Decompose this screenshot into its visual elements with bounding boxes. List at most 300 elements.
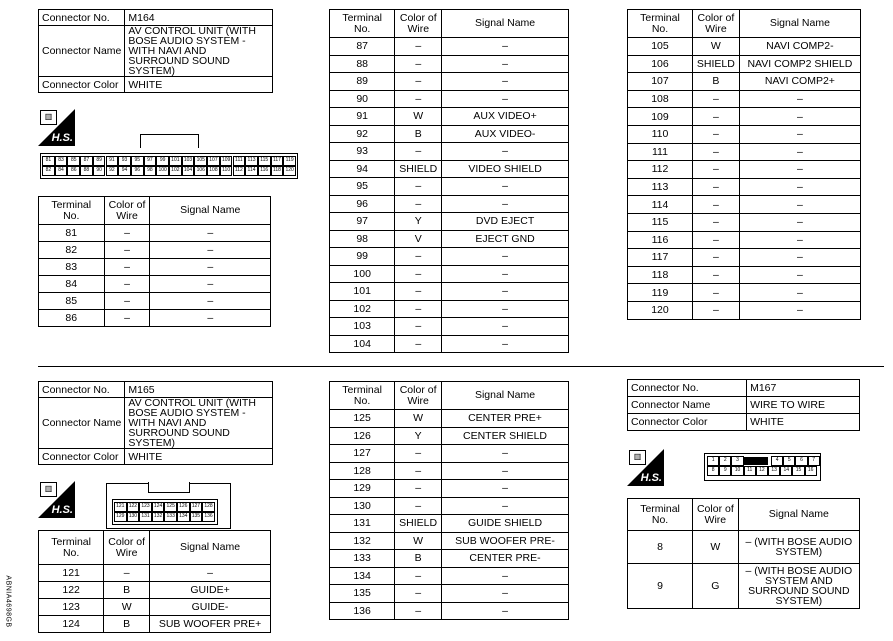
wire-color-cell: –: [395, 335, 442, 353]
signal-cell: AUX VIDEO-: [442, 125, 569, 143]
terminal-cell: 102: [330, 300, 395, 318]
table-row: [628, 108, 861, 126]
connector-pin: 116: [258, 166, 271, 176]
signal-cell: –: [442, 585, 569, 603]
header-terminal-no: Terminal No.: [39, 531, 104, 565]
signal-cell: GUIDE+: [150, 582, 271, 599]
connector-pin: 129: [114, 512, 127, 522]
terminal-cell: 125: [330, 410, 395, 428]
terminal-cell: 93: [330, 143, 395, 161]
table-row: [330, 143, 569, 161]
signal-cell: –: [442, 445, 569, 463]
terminal-cell: 135: [330, 585, 395, 603]
wire-color-cell: –: [692, 125, 739, 143]
signal-cell: –: [442, 497, 569, 515]
terminal-cell: 9: [628, 564, 693, 609]
terminal-cell: 86: [39, 310, 105, 327]
table-row: [330, 90, 569, 108]
connector-key: [140, 134, 199, 148]
connector-no-value: M167: [747, 380, 860, 397]
signal-cell: –: [442, 300, 569, 318]
connector-pin: 13: [768, 466, 780, 476]
harness-side-icon: ▥ H.S.: [38, 109, 75, 146]
wire-color-cell: W: [395, 108, 442, 126]
signal-cell: GUIDE-: [150, 599, 271, 616]
connector-pin: 4: [771, 456, 783, 466]
table-row: [39, 225, 271, 242]
table-row: [330, 585, 569, 603]
connector-pin: 6: [795, 456, 807, 466]
signal-cell: –: [739, 213, 860, 231]
connector-pin: 121: [114, 502, 127, 512]
signal-cell: GUIDE SHIELD: [442, 515, 569, 533]
connector-pin: 14: [780, 466, 792, 476]
terminal-cell: 97: [330, 213, 395, 231]
connector-pin: 5: [783, 456, 795, 466]
wire-color-cell: –: [395, 55, 442, 73]
table-row: [330, 265, 569, 283]
wire-color-cell: –: [395, 265, 442, 283]
connector-pin: 135: [190, 512, 203, 522]
connector-pin: 88: [80, 166, 93, 176]
wire-color-cell: SHIELD: [692, 55, 739, 73]
signal-cell: –: [739, 249, 860, 267]
signal-cell: –: [442, 318, 569, 336]
connector-pin: 89: [93, 156, 106, 166]
terminal-cell: 104: [330, 335, 395, 353]
connector-color-value: WHITE: [747, 414, 860, 431]
wire-color-cell: –: [692, 249, 739, 267]
connector-pin: 97: [144, 156, 157, 166]
wire-color-cell: –: [395, 283, 442, 301]
header-color-of-wire: Color of Wire: [395, 382, 442, 410]
terminal-cell: 94: [330, 160, 395, 178]
wire-color-cell: –: [104, 242, 150, 259]
wire-color-cell: G: [693, 564, 739, 609]
signal-cell: –: [739, 266, 860, 284]
terminal-cell: 117: [628, 249, 693, 267]
wire-color-cell: –: [395, 585, 442, 603]
wire-color-cell: Y: [395, 213, 442, 231]
wire-color-cell: –: [104, 276, 150, 293]
terminal-cell: 84: [39, 276, 105, 293]
table-row: [330, 283, 569, 301]
wire-color-cell: B: [692, 73, 739, 91]
wire-color-cell: W: [104, 599, 150, 616]
connector-pin: 123: [139, 502, 152, 512]
wire-color-cell: –: [395, 462, 442, 480]
terminal-cell: 132: [330, 532, 395, 550]
wire-color-cell: –: [692, 231, 739, 249]
figure-id: ABNIA4698GB: [4, 575, 12, 628]
terminal-cell: 124: [39, 616, 104, 633]
table-row: [330, 497, 569, 515]
signal-cell: NAVI COMP2-: [739, 38, 860, 56]
connector-pin: 118: [271, 166, 284, 176]
wire-color-cell: –: [395, 73, 442, 91]
connector-pin: 112: [233, 166, 246, 176]
connector-pin: 84: [55, 166, 68, 176]
connector-pin: 91: [106, 156, 119, 166]
table-row: [330, 427, 569, 445]
terminal-cell: 113: [628, 178, 693, 196]
table-row: [39, 242, 271, 259]
signal-cell: CENTER PRE-: [442, 550, 569, 568]
wire-color-cell: B: [395, 550, 442, 568]
table-row: [330, 73, 569, 91]
connector-pin: 113: [245, 156, 258, 166]
label-connector-name: Connector Name: [628, 397, 747, 414]
wire-color-cell: B: [395, 125, 442, 143]
label-connector-no: Connector No.: [39, 382, 125, 398]
table-row: [330, 125, 569, 143]
wire-color-cell: SHIELD: [395, 160, 442, 178]
wire-color-cell: –: [104, 293, 150, 310]
connector-info-m167: [627, 379, 860, 431]
signal-cell: –: [442, 55, 569, 73]
header-signal-name: Signal Name: [150, 531, 271, 565]
label-connector-color: Connector Color: [628, 414, 747, 431]
signal-cell: –: [739, 284, 860, 302]
connector-pin: 15: [792, 466, 804, 476]
wire-color-cell: B: [104, 582, 150, 599]
signal-cell: – (WITH BOSE AUDIO SYSTEM): [738, 531, 859, 564]
connector-pin: 93: [118, 156, 131, 166]
connector-pin: 102: [169, 166, 182, 176]
terminal-cell: 133: [330, 550, 395, 568]
terminal-cell: 88: [330, 55, 395, 73]
label-connector-name: Connector Name: [39, 26, 125, 77]
connector-key: [148, 482, 190, 493]
connector-pin: 128: [202, 502, 215, 512]
table-row: [330, 230, 569, 248]
signal-cell: –: [150, 293, 271, 310]
signal-cell: NAVI COMP2+: [739, 73, 860, 91]
terminal-cell: 129: [330, 480, 395, 498]
signal-cell: –: [739, 125, 860, 143]
terminal-cell: 112: [628, 161, 693, 179]
connector-pin: 95: [131, 156, 144, 166]
connector-pin: 114: [245, 166, 258, 176]
signal-cell: SUB WOOFER PRE+: [150, 616, 271, 633]
table-row: [39, 259, 271, 276]
connector-pin: 8: [707, 466, 719, 476]
wire-color-cell: –: [692, 284, 739, 302]
header-signal-name: Signal Name: [150, 197, 271, 225]
wire-color-cell: –: [395, 497, 442, 515]
table-row: [628, 38, 861, 56]
terminal-cell: 90: [330, 90, 395, 108]
table-row: [628, 55, 861, 73]
table-row: [628, 90, 861, 108]
signal-cell: –: [442, 178, 569, 196]
table-row: [330, 195, 569, 213]
terminal-cell: 130: [330, 497, 395, 515]
table-row: [628, 284, 861, 302]
connector-pin: 104: [182, 166, 195, 176]
table-row: [39, 582, 271, 599]
wire-color-cell: –: [395, 195, 442, 213]
signal-cell: –: [150, 310, 271, 327]
signal-cell: –: [442, 195, 569, 213]
connector-pin: 12: [756, 466, 768, 476]
terminal-cell: 127: [330, 445, 395, 463]
table-row: [628, 531, 860, 564]
wire-color-cell: V: [395, 230, 442, 248]
table-row: [330, 55, 569, 73]
signal-cell: –: [739, 178, 860, 196]
connector-pin: 86: [67, 166, 80, 176]
table-row: [330, 602, 569, 620]
signal-cell: NAVI COMP2 SHIELD: [739, 55, 860, 73]
table-row: [330, 300, 569, 318]
connector-pin: 120: [283, 166, 296, 176]
terminal-cell: 105: [628, 38, 693, 56]
terminal-table-m164-c: [627, 9, 861, 320]
connector-pin: 111: [233, 156, 246, 166]
wire-color-cell: W: [395, 532, 442, 550]
terminal-cell: 136: [330, 602, 395, 620]
signal-cell: –: [739, 231, 860, 249]
table-row: [628, 143, 861, 161]
wire-color-cell: –: [395, 143, 442, 161]
table-row: [628, 249, 861, 267]
wire-color-cell: –: [395, 318, 442, 336]
terminal-cell: 114: [628, 196, 693, 214]
terminal-cell: 128: [330, 462, 395, 480]
connector-pin: 127: [190, 502, 203, 512]
connector-pin: 16: [805, 466, 817, 476]
connector-pin: 92: [106, 166, 119, 176]
terminal-table-m165-b: [329, 381, 569, 620]
wire-color-cell: –: [395, 445, 442, 463]
connector-pin: 82: [42, 166, 55, 176]
connector-pin: 81: [42, 156, 55, 166]
terminal-cell: 100: [330, 265, 395, 283]
label-connector-no: Connector No.: [39, 10, 125, 26]
signal-cell: –: [739, 161, 860, 179]
header-terminal-no: Terminal No.: [330, 382, 395, 410]
wire-color-cell: –: [104, 225, 150, 242]
terminal-cell: 123: [39, 599, 104, 616]
terminal-cell: 122: [39, 582, 104, 599]
signal-cell: –: [442, 248, 569, 266]
table-row: [330, 335, 569, 353]
header-signal-name: Signal Name: [442, 10, 569, 38]
table-row: [39, 616, 271, 633]
signal-cell: AUX VIDEO+: [442, 108, 569, 126]
connector-pin: 99: [156, 156, 169, 166]
harness-side-icon: ▥ H.S.: [38, 481, 75, 518]
terminal-table-m167: [627, 498, 860, 609]
signal-cell: CENTER SHIELD: [442, 427, 569, 445]
connector-pin: 122: [127, 502, 140, 512]
terminal-cell: 107: [628, 73, 693, 91]
signal-cell: EJECT GND: [442, 230, 569, 248]
header-terminal-no: Terminal No.: [39, 197, 105, 225]
table-row: [628, 266, 861, 284]
table-row: [628, 73, 861, 91]
wire-color-cell: W: [395, 410, 442, 428]
table-row: [330, 248, 569, 266]
table-row: [39, 276, 271, 293]
wire-color-cell: –: [692, 108, 739, 126]
wire-color-cell: SHIELD: [395, 515, 442, 533]
connector-pin: 136: [202, 512, 215, 522]
connector-pin: 101: [169, 156, 182, 166]
connector-face-m167: [704, 453, 821, 481]
table-row: [628, 301, 861, 319]
table-row: [39, 565, 271, 582]
label-connector-no: Connector No.: [628, 380, 747, 397]
signal-cell: –: [150, 225, 271, 242]
connector-pin: 9: [719, 466, 731, 476]
table-row: [330, 445, 569, 463]
connector-pin: 94: [118, 166, 131, 176]
connector-pin: 126: [177, 502, 190, 512]
header-color-of-wire: Color of Wire: [104, 197, 150, 225]
wire-color-cell: –: [395, 90, 442, 108]
wire-color-cell: –: [692, 178, 739, 196]
connector-pin: 96: [131, 166, 144, 176]
connector-pin: 109: [220, 156, 233, 166]
terminal-cell: 108: [628, 90, 693, 108]
signal-cell: –: [150, 242, 271, 259]
wire-color-cell: –: [692, 90, 739, 108]
header-terminal-no: Terminal No.: [628, 499, 693, 531]
header-color-of-wire: Color of Wire: [692, 10, 739, 38]
table-row: [330, 160, 569, 178]
signal-cell: –: [442, 38, 569, 56]
wire-color-cell: –: [395, 480, 442, 498]
terminal-cell: 118: [628, 266, 693, 284]
connector-no-value: M165: [125, 382, 273, 398]
header-color-of-wire: Color of Wire: [104, 531, 150, 565]
table-row: [330, 532, 569, 550]
terminal-cell: 126: [330, 427, 395, 445]
section-divider: [38, 366, 884, 367]
signal-cell: –: [739, 108, 860, 126]
connector-key-block: [744, 457, 768, 465]
table-row: [330, 318, 569, 336]
connector-pin: 85: [67, 156, 80, 166]
terminal-cell: 92: [330, 125, 395, 143]
connector-pin: 130: [127, 512, 140, 522]
table-row: [628, 161, 861, 179]
connector-info-m164: [38, 9, 273, 93]
connector-face-m165: [112, 499, 218, 525]
table-row: [628, 231, 861, 249]
connector-info-m165: [38, 381, 273, 465]
table-row: [330, 567, 569, 585]
header-color-of-wire: Color of Wire: [693, 499, 739, 531]
terminal-cell: 106: [628, 55, 693, 73]
connector-name-value: AV CONTROL UNIT (WITH BOSE AUDIO SYSTEM - WITH NAVI AND SURROUND SOUND SYSTEM): [125, 398, 273, 449]
terminal-cell: 8: [628, 531, 693, 564]
signal-cell: –: [442, 567, 569, 585]
terminal-cell: 83: [39, 259, 105, 276]
connector-color-value: WHITE: [125, 449, 273, 465]
signal-cell: –: [150, 565, 271, 582]
table-row: [330, 178, 569, 196]
signal-cell: –: [442, 480, 569, 498]
signal-cell: –: [442, 90, 569, 108]
signal-cell: –: [739, 143, 860, 161]
signal-cell: –: [442, 335, 569, 353]
connector-pin: 83: [55, 156, 68, 166]
signal-cell: CENTER PRE+: [442, 410, 569, 428]
connector-pin: 10: [731, 466, 743, 476]
table-row: [330, 108, 569, 126]
terminal-cell: 116: [628, 231, 693, 249]
table-row: [330, 480, 569, 498]
signal-cell: –: [739, 90, 860, 108]
table-row: [330, 410, 569, 428]
terminal-table-m164-a: [38, 196, 271, 327]
terminal-cell: 91: [330, 108, 395, 126]
connector-pin: 110: [220, 166, 233, 176]
header-terminal-no: Terminal No.: [628, 10, 693, 38]
connector-pin: 100: [156, 166, 169, 176]
connector-pin: 131: [139, 512, 152, 522]
connector-pin: 90: [93, 166, 106, 176]
connector-face-m164: [40, 153, 298, 179]
signal-cell: –: [150, 259, 271, 276]
connector-color-value: WHITE: [125, 77, 273, 93]
signal-cell: – (WITH BOSE AUDIO SYSTEM AND SURROUND SOUND SYSTEM): [738, 564, 859, 609]
wire-color-cell: –: [692, 143, 739, 161]
connector-pin: 106: [194, 166, 207, 176]
label-connector-color: Connector Color: [39, 449, 125, 465]
signal-cell: –: [442, 462, 569, 480]
connector-no-value: M164: [125, 10, 273, 26]
terminal-cell: 110: [628, 125, 693, 143]
signal-cell: –: [442, 73, 569, 91]
terminal-cell: 103: [330, 318, 395, 336]
wire-color-cell: –: [395, 178, 442, 196]
terminal-cell: 134: [330, 567, 395, 585]
connector-name-value: AV CONTROL UNIT (WITH BOSE AUDIO SYSTEM - WITH NAVI AND SURROUND SOUND SYSTEM): [125, 26, 273, 77]
terminal-cell: 82: [39, 242, 105, 259]
signal-cell: DVD EJECT: [442, 213, 569, 231]
wire-color-cell: Y: [395, 427, 442, 445]
header-terminal-no: Terminal No.: [330, 10, 395, 38]
table-row: [628, 178, 861, 196]
table-row: [39, 293, 271, 310]
terminal-cell: 95: [330, 178, 395, 196]
signal-cell: –: [442, 265, 569, 283]
connector-pin: 134: [177, 512, 190, 522]
signal-cell: –: [442, 602, 569, 620]
label-connector-color: Connector Color: [39, 77, 125, 93]
connector-name-value: WIRE TO WIRE: [747, 397, 860, 414]
signal-cell: –: [442, 143, 569, 161]
terminal-cell: 81: [39, 225, 105, 242]
connector-pin: 7: [808, 456, 820, 466]
terminal-table-m164-b: [329, 9, 569, 353]
terminal-cell: 111: [628, 143, 693, 161]
header-signal-name: Signal Name: [442, 382, 569, 410]
connector-pin: 124: [152, 502, 165, 512]
terminal-cell: 98: [330, 230, 395, 248]
terminal-cell: 120: [628, 301, 693, 319]
header-color-of-wire: Color of Wire: [395, 10, 442, 38]
table-row: [330, 515, 569, 533]
terminal-cell: 131: [330, 515, 395, 533]
terminal-cell: 87: [330, 38, 395, 56]
wire-color-cell: –: [395, 300, 442, 318]
wire-color-cell: –: [692, 213, 739, 231]
